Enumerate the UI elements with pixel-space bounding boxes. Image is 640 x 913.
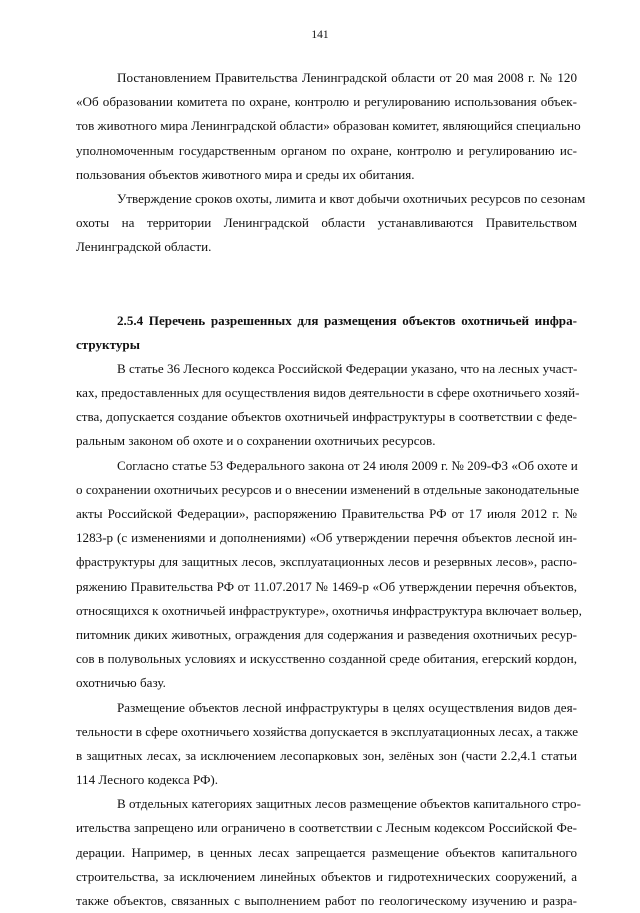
text-line: ральным законом об охоте и о сохранении охотничьих ресурсов.: [76, 433, 436, 449]
paragraph-committee: [76, 66, 581, 187]
text-line: В отдельных категориях защитных лесов размещение объектов капитального стро-: [117, 796, 581, 812]
text-line: питомник диких животных, ограждения для содержания и разведения охотничьих ресур-: [76, 626, 577, 642]
text-line: Ленинградской области.: [76, 239, 212, 255]
page-number: 141: [311, 29, 329, 41]
text-line: Постановлением Правительства Ленинградской области от 20 мая 2008 г. № 120: [117, 70, 577, 85]
text-line: ительства запрещено или ограничено в соответствии с Лесным кодексом Российской Фе-: [76, 820, 577, 836]
text-line: ства, допускается создание объектов охотничьей инфраструктуры в соответствии с феде-: [76, 409, 577, 425]
text-line: дерации. Например, в ценных лесах запрещается размещение объектов капитального: [76, 844, 577, 860]
heading-line: структуры: [76, 336, 140, 352]
paragraph-hunting-terms: [76, 187, 586, 260]
text-line: ках, предоставленных для осуществления видов деятельности в сфере охотничьего хозяй-: [76, 385, 580, 401]
text-line: охоты на территории Ленинградской области устанавливаются Правительством: [76, 215, 577, 231]
text-line: тельности в сфере охотничьего хозяйства допускается в эксплуатационных лесах, а также: [76, 723, 579, 739]
text-line: акты Российской Федерации», распоряжению Правительства РФ от 17 июля 2012 г. №: [76, 506, 577, 521]
heading-line: 2.5.4 Перечень разрешенных для размещения объектов охотничьей инфра-: [117, 312, 577, 328]
paragraph-forest-code: [76, 357, 580, 454]
text-line: сов в полувольных условиях и искусственно созданной среде обитания, егерский кордон,: [76, 651, 577, 667]
section-heading: [76, 309, 577, 357]
text-line: относящихся к охотничьей инфраструктуре», охотничья инфраструктура включает вольер,: [76, 602, 582, 618]
text-line: в защитных лесах, за исключением лесопарковых зон, зелёных зон (части 2.2,4.1 статьи: [76, 747, 577, 763]
text-line: фраструктуры для защитных лесов, эксплуатационных лесов и резервных лесов», распо-: [76, 554, 577, 570]
paragraph-federal-law: [76, 454, 582, 696]
document-body: [76, 66, 586, 913]
paragraph-protective-forests: [76, 792, 581, 913]
text-line: В статье 36 Лесного кодекса Российской Федерации указано, что на лесных участ-: [117, 360, 578, 376]
text-line: ряжению Правительства РФ от 11.07.2017 № 1469-р «Об утверждении перечня объектов,: [76, 578, 577, 594]
text-line: уполномоченным государственным органом по охране, контролю и регулированию ис-: [76, 142, 577, 158]
text-line: о сохранении охотничьих ресурсов и о внесении изменений в отдельные законодательные: [76, 481, 580, 497]
paragraph-placement: [76, 696, 577, 793]
text-line: Утверждение сроков охоты, лимита и квот добычи охотничьих ресурсов по сезонам: [117, 190, 586, 206]
text-line: Размещение объектов лесной инфраструктуры в целях осуществления видов дея-: [117, 699, 577, 715]
text-line: 114 Лесного кодекса РФ).: [76, 772, 219, 788]
text-line: 1283-р (с изменениями и дополнениями) «Об утверждении перечня объектов лесной ин-: [76, 530, 577, 546]
text-line: также объектов, связанных с выполнением работ по геологическому изучению и разра-: [76, 893, 577, 908]
text-line: Согласно статье 53 Федерального закона от 24 июля 2009 г. № 209-ФЗ «Об охоте и: [117, 457, 578, 473]
text-line: «Об образовании комитета по охране, контролю и регулированию использования объек-: [76, 94, 577, 110]
text-line: пользования объектов животного мира и среды их обитания.: [76, 166, 415, 182]
text-line: строительства, за исключением линейных объектов и гидротехнических сооружений, а: [76, 868, 577, 884]
text-line: охотничью базу.: [76, 675, 166, 691]
section-spacer: [76, 260, 577, 309]
text-line: тов животного мира Ленинградской области» образован комитет, являющийся специально: [76, 118, 581, 134]
